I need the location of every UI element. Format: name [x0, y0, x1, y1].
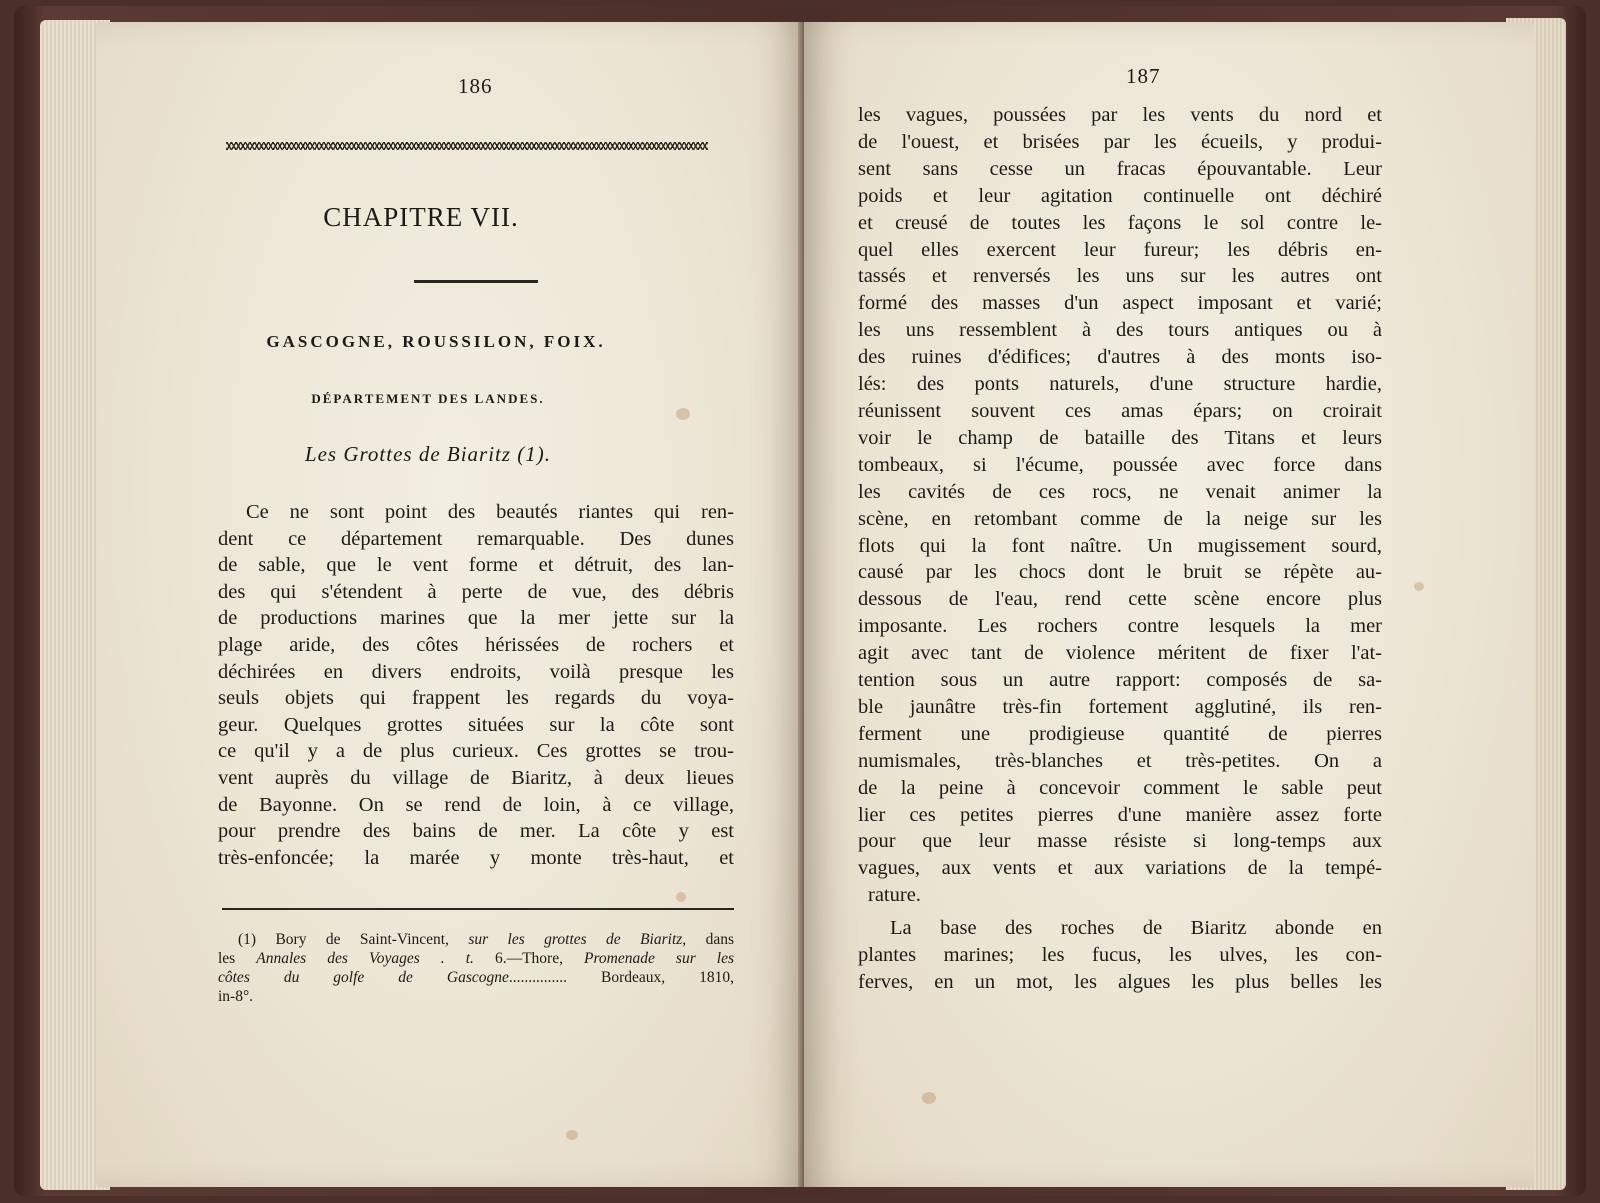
footnote-line	[218, 968, 734, 987]
text-line: lés: des ponts naturels, d'une structure hardie,	[858, 373, 1382, 396]
title-rule	[414, 280, 538, 283]
text-line: vent auprès du village de Biaritz, à deux lieues	[218, 766, 734, 789]
text-line: numismales, très-blanches et très-petites. On a	[858, 749, 1382, 772]
left-page	[96, 22, 804, 1187]
footnote-italic: Annales des Voyages . t.	[256, 950, 474, 967]
text-line: agit avec tant de violence méritent de fixer l'at-	[858, 642, 1382, 665]
footnote-italic: Promenade sur les	[584, 950, 734, 967]
text-line: voir le champ de bataille des Titans et leurs	[858, 426, 1382, 449]
text-line: des ruines d'édifices; d'autres à des monts iso-	[858, 346, 1382, 369]
text-line: sent sans cesse un fracas épouvantable. Leur	[858, 157, 1382, 180]
foxing-spot	[566, 1130, 578, 1140]
text-line: dent ce département remarquable. Des dunes	[218, 527, 734, 550]
text-line: ble jaunâtre très-fin fortement agglutiné, ils ren-	[858, 695, 1382, 718]
foxing-spot	[676, 892, 686, 902]
text-line: ferves, en un mot, les algues les plus belles les	[858, 971, 1382, 993]
footnote-text: 6.—Thore,	[494, 950, 563, 967]
text-line: ce qu'il y a de plus curieux. Ces grottes se trou-	[218, 740, 734, 763]
right-body-text	[858, 102, 1382, 996]
department-heading: DÉPARTEMENT DES LANDES.	[311, 391, 545, 406]
right-page	[804, 22, 1534, 1187]
foxing-spot	[922, 1092, 936, 1104]
text-line: causé par les chocs dont le bruit se répète au-	[858, 561, 1382, 584]
text-line: flots qui la font naître. Un mugissement sourd,	[858, 534, 1382, 557]
text-line: les cavités de ces rocs, ne venait animer la	[858, 480, 1382, 503]
text-line: geur. Quelques grottes situées sur la côte sont	[218, 713, 734, 736]
left-body-text	[218, 499, 734, 871]
page-number: 187	[1126, 64, 1161, 88]
footnote-line	[218, 930, 734, 949]
footnote-italic: sur les grottes de Biaritz,	[468, 931, 687, 948]
footnote-text: dans	[705, 931, 734, 948]
text-line: des qui s'étendent à perte de vue, des débris	[218, 580, 734, 603]
foxing-spot	[676, 408, 690, 420]
page-number: 186	[458, 74, 493, 98]
footnote-leader: ...............	[508, 969, 568, 986]
text-line: très-enfoncée; la marée y monte très-haut, et	[218, 846, 734, 869]
text-line: réunissent souvent ces amas épars; on croirait	[858, 399, 1382, 422]
text-line: vagues, aux vents et aux variations de la tempé-	[858, 857, 1382, 880]
text-line: La base des roches de Biaritz abonde en	[890, 917, 1382, 940]
text-line: formé des masses d'un aspect imposant et varié;	[858, 292, 1382, 315]
text-line: plantes marines; les fucus, les ulves, les con-	[858, 944, 1382, 967]
text-line: de l'ouest, et brisées par les écueils, y produi-	[858, 130, 1382, 153]
text-line: les uns ressemblent à des tours antiques ou à	[858, 319, 1382, 342]
footnote-text: Bordeaux, 1810,	[601, 969, 734, 986]
footnote-line: in-8°.	[218, 988, 254, 1005]
text-line: déchirées en divers endroits, voilà presque les	[218, 660, 734, 683]
text-line: tassés et renversés les uns sur les autres ont	[858, 265, 1382, 288]
region-heading: GASCOGNE, ROUSSILON, FOIX.	[266, 332, 606, 351]
ornamental-rule	[226, 142, 708, 150]
chapter-title: CHAPITRE VII.	[323, 202, 519, 232]
footnote-rule	[222, 908, 734, 910]
footnote-line	[218, 949, 734, 968]
text-line: tention sous un autre rapport: composés de sa-	[858, 669, 1382, 692]
foxing-spot	[1414, 582, 1424, 591]
text-line: poids et leur agitation continuelle ont déchiré	[858, 184, 1382, 207]
text-line: de la peine à concevoir comment le sable peut	[858, 776, 1382, 799]
text-line: ferment une prodigieuse quantité de pierres	[858, 722, 1382, 745]
text-line: tombeaux, si l'écume, poussée avec force dans	[858, 453, 1382, 476]
text-line: dessous de l'eau, rend cette scène encore plus	[858, 588, 1382, 611]
text-line: seuls objets qui frappent les regards du voya-	[218, 687, 734, 710]
text-line: plage aride, des côtes hérissées de rochers et	[218, 633, 734, 656]
text-line: Ce ne sont point des beautés riantes qui ren-	[246, 501, 734, 523]
text-line: scène, en retombant comme de la neige sur les	[858, 507, 1382, 530]
footnote	[218, 930, 734, 1006]
text-line: les vagues, poussées par les vents du nord et	[858, 104, 1382, 126]
text-line: de productions marines que la mer jette sur la	[218, 607, 734, 630]
text-line: de Bayonne. On se rend de loin, à ce village,	[218, 793, 734, 816]
text-line: rature.	[868, 884, 921, 907]
text-line: imposante. Les rochers contre lesquels la mer	[858, 615, 1382, 638]
text-line: de sable, que le vent forme et détruit, des lan-	[218, 554, 734, 577]
text-line: quel elles exercent leur fureur; les débris en-	[858, 238, 1382, 261]
text-line: et creusé de toutes les façons le sol contre le-	[858, 211, 1382, 234]
footnote-italic: côtes du golfe de Gascogne	[218, 969, 509, 986]
text-line: lier ces petites pierres d'une manière assez forte	[858, 803, 1382, 826]
text-line: pour prendre des bains de mer. La côte y est	[218, 820, 734, 843]
text-line: pour que leur masse résiste si long-temps aux	[858, 830, 1382, 853]
footnote-text: les	[218, 950, 236, 967]
footnote-text: (1) Bory de Saint-Vincent,	[238, 931, 449, 948]
section-title: Les Grottes de Biaritz (1).	[304, 442, 552, 466]
